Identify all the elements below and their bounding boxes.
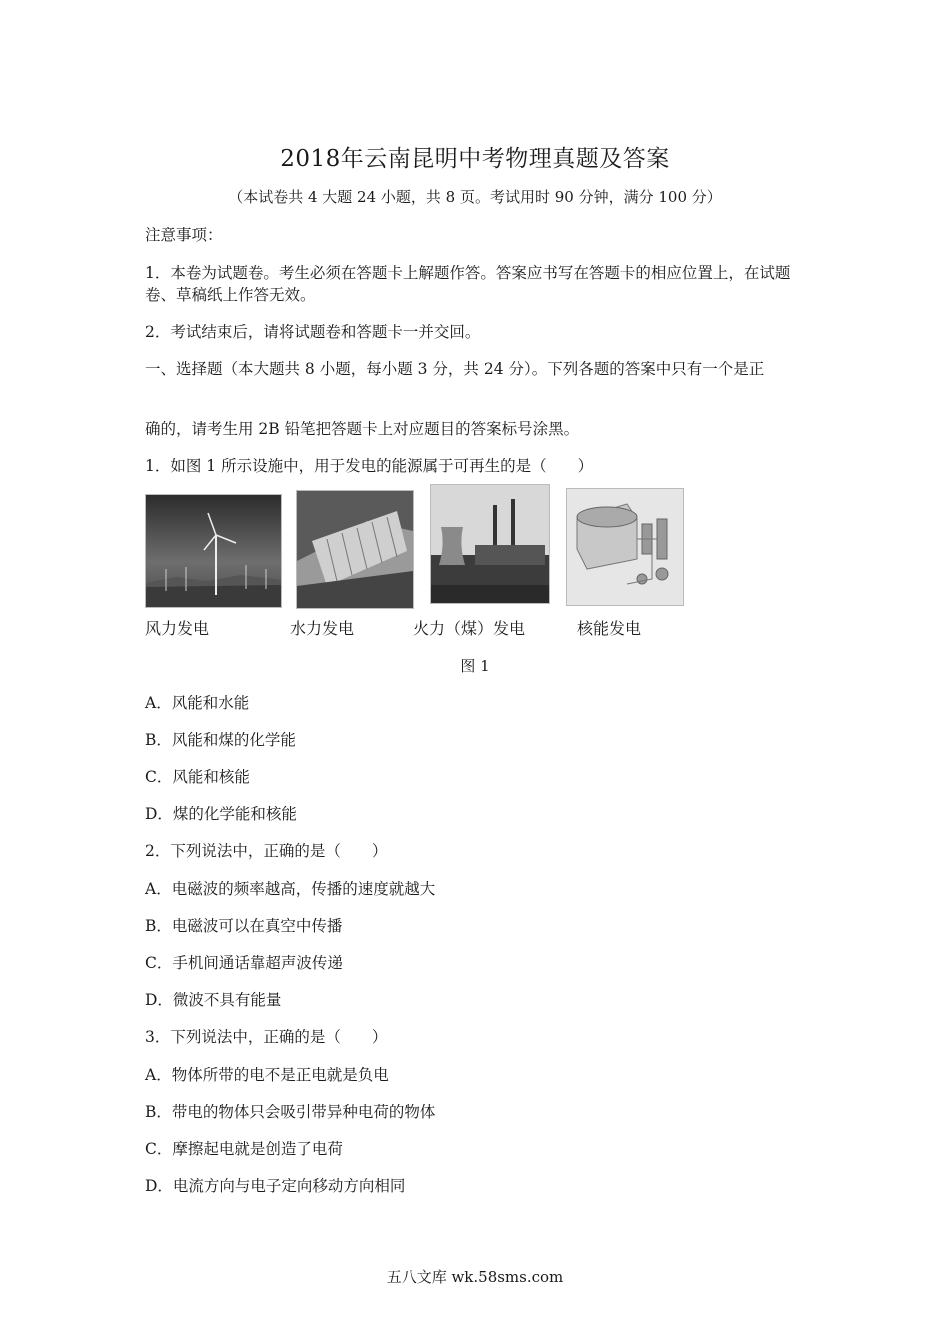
caption-hydro: 水力发电 <box>290 619 355 638</box>
q1-option-b: B．风能和煤的化学能 <box>145 731 296 749</box>
section-heading-line-1: 一、选择题（本大题共 8 小题，每小题 3 分，共 24 分）。下列各题的答案中只有一个是正 <box>145 360 765 378</box>
q1-option-c: C．风能和核能 <box>145 768 250 786</box>
q2-option-a: A．电磁波的频率越高，传播的速度就越大 <box>145 880 436 898</box>
figure-label: 图 1 <box>460 657 490 675</box>
nuclear-power-image <box>566 488 684 606</box>
notice-heading: 注意事项： <box>145 226 223 244</box>
thermal-power-image <box>430 484 550 604</box>
q1-option-d: D．煤的化学能和核能 <box>145 805 297 823</box>
notice-item-1: 1．本卷为试题卷。考生必须在答题卡上解题作答。答案应书写在答题卡的相应位置上，在试题卷、草稿纸上作答无效。 <box>145 264 791 304</box>
notice-item-2: 2．考试结束后，请将试题卷和答题卡一并交回。 <box>145 323 481 341</box>
q2-option-b: B．电磁波可以在真空中传播 <box>145 917 343 935</box>
q2-option-d: D．微波不具有能量 <box>145 991 282 1009</box>
question-1-stem: 1．如图 1 所示设施中，用于发电的能源属于可再生的是（ ） <box>145 457 594 475</box>
page-title: 2018年云南昆明中考物理真题及答案 <box>280 146 670 172</box>
q3-option-b: B．带电的物体只会吸引带异种电荷的物体 <box>145 1103 436 1121</box>
question-2-stem: 2．下列说法中，正确的是（ ） <box>145 842 388 860</box>
exam-info: （本试卷共 4 大题 24 小题，共 8 页。考试用时 90 分钟，满分 100 分） <box>228 188 722 206</box>
wind-power-image <box>145 494 282 608</box>
question-3-stem: 3．下列说法中，正确的是（ ） <box>145 1028 388 1046</box>
page-footer: 五八文库 wk.58sms.com <box>386 1268 564 1286</box>
q3-option-d: D．电流方向与电子定向移动方向相同 <box>145 1177 406 1195</box>
caption-nuclear: 核能发电 <box>577 619 642 638</box>
q3-option-a: A．物体所带的电不是正电就是负电 <box>145 1066 389 1084</box>
q1-option-a: A．风能和水能 <box>145 694 250 712</box>
caption-wind: 风力发电 <box>145 619 210 638</box>
q2-option-c: C．手机间通话靠超声波传递 <box>145 954 343 972</box>
figure-1-photos <box>0 484 950 609</box>
q3-option-c: C．摩擦起电就是创造了电荷 <box>145 1140 343 1158</box>
caption-thermal: 火力（煤）发电 <box>413 619 526 638</box>
hydro-power-image <box>296 490 414 609</box>
section-heading-line-2: 确的，请考生用 2B 铅笔把答题卡上对应题目的答案标号涂黑。 <box>145 420 580 438</box>
